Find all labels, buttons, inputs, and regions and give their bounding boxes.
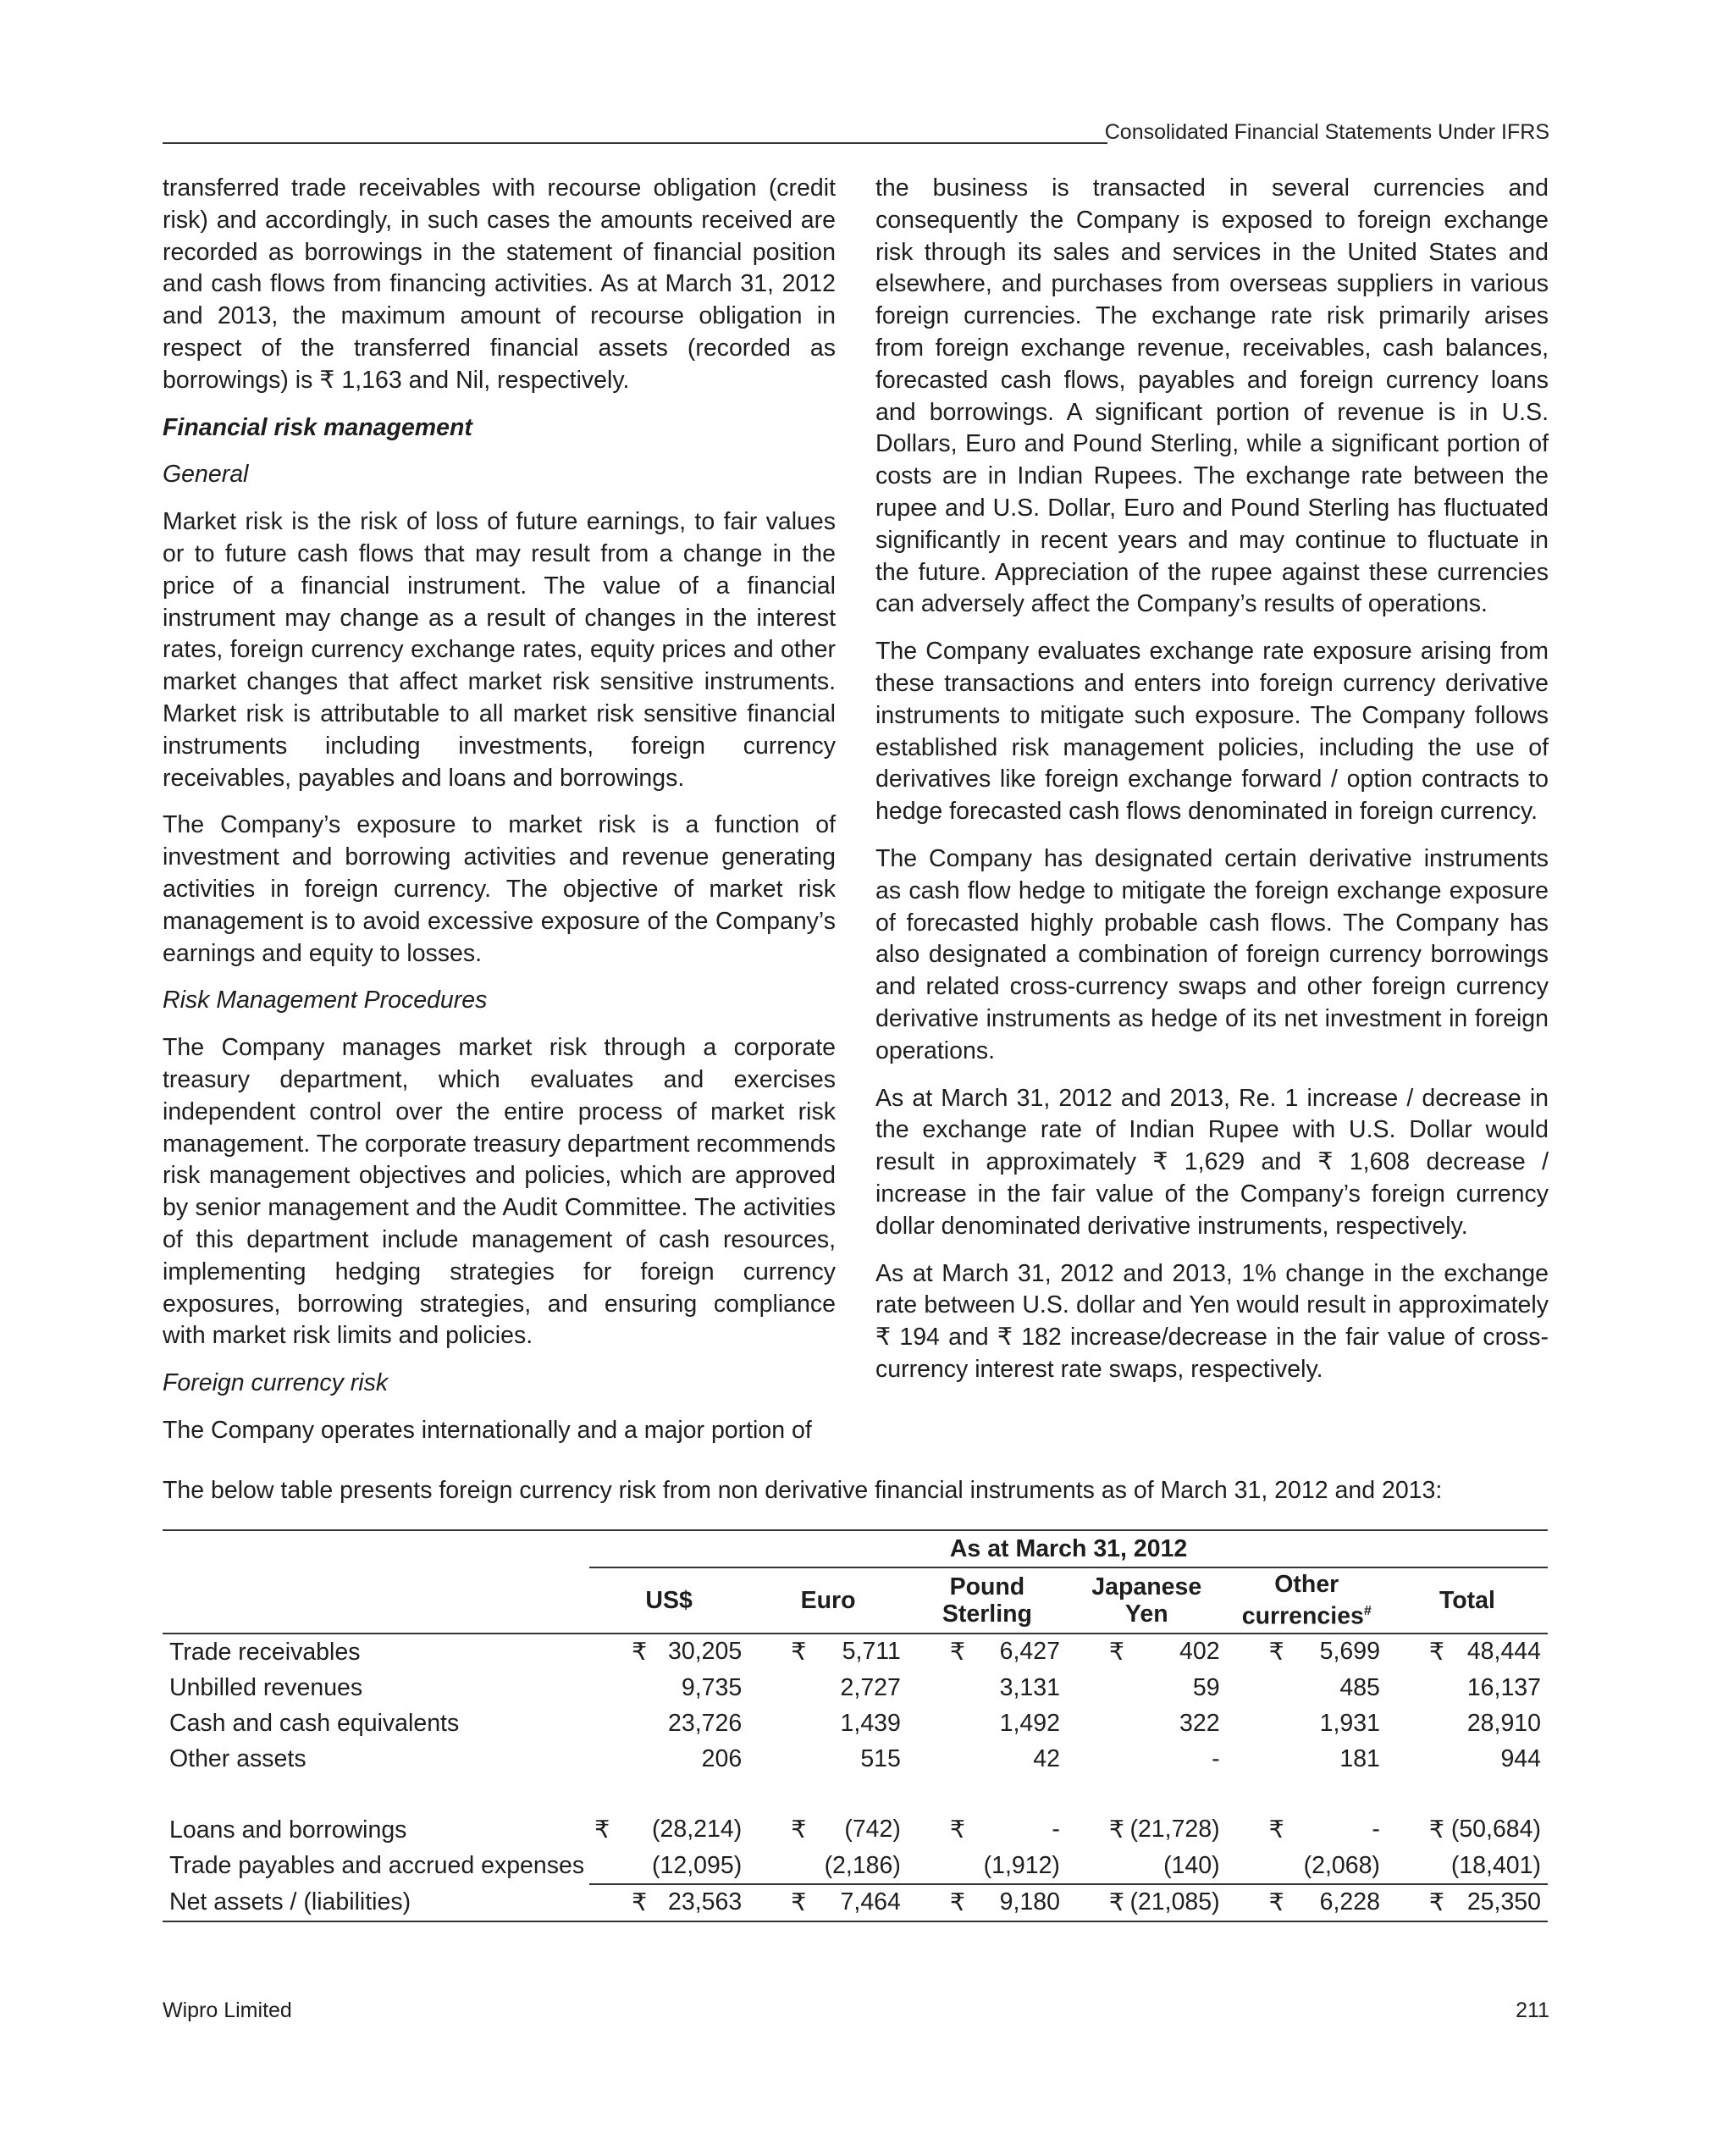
paragraph: the business is transacted in several currencies and consequently the Company is exposed to foreign exchange risk through its sales and services in the United States and elsewhere, and purchases from overseas suppliers in various foreign currencies. The exchange rate risk primarily arises from foreign exchange revenue, receivables, cash balances, forecasted cash flows, payables and foreign currency loans and borrowings. A significant portion of revenue is in U.S. Dollars, Euro and Pound Sterling, while a significant portion of costs are in Indian Rupees. The exchange rate between the rupee and U.S. Dollar, Euro and Pound Sterling has fluctuated significantly in recent years and may continue to fluctuate in the future. Appreciation of the rupee against these currencies can adversely affect the Company’s results of operations. [875,174,1549,618]
col-header-euro: Euro [748,1567,908,1634]
paragraph: The Company operates internationally and a major portion of [163,1416,812,1444]
paragraph: The Company has designated certain derivative instruments as cash flow hedge to mitigate the foreign exchange exposure of forecasted highly probable cash flows. The Company has also designated a combination of foreign currency borrowings and related cross-currency swaps and other foreign currency derivative instruments as hedge of its net investment in foreign operations. [875,844,1549,1064]
subsection-heading: General [163,461,249,489]
table-caption: The below table presents foreign currency risk from non derivative financial instruments as of March 31, 2012 and 2013: [163,1477,1443,1504]
col-header-yen: Japanese Yen [1067,1567,1227,1634]
running-header: Consolidated Financial Statements Under IFRS [1104,120,1549,144]
table-row: Loans and borrowings ₹ (28,214) ₹ (742) ₹ - ₹ (21,728) ₹ - ₹ (50,684) [169,1816,1541,1844]
spacer-row [163,1777,1548,1812]
col-header-usd: US$ [589,1567,748,1634]
col-header-other: Other currencies# [1227,1567,1387,1634]
table-row: Unbilled revenues 9,735 2,727 3,131 59 485 16,137 [169,1673,1541,1701]
left-column [163,173,836,1462]
period-header: As at March 31, 2012 [589,1531,1548,1567]
foreign-currency-risk-table [163,1529,1548,1922]
paragraph: transferred trade receivables with recourse obligation (credit risk) and accordingly, in such cases the amounts received are recorded as borrowings in the statement of financial position and cash flows from financing activities. As at March 31, 2012 and 2013, the maximum amount of recourse obligation in respect of the transferred financial assets (recorded as borrowings) is ₹ 1,163 and Nil, respectively. [163,174,836,394]
table-row: Other assets 206 515 42 - 181 944 [169,1744,1541,1772]
page-number: 211 [1516,1998,1549,2022]
col-header-total: Total [1387,1567,1548,1634]
paragraph: The Company manages market risk through a corporate treasury department, which evaluates and exercises independent control over the entire process of market risk management. The corporate treasury department recommends risk management objectives and policies, which are approved by senior management and the Audit Committee. The activities of this department include management of cash resources, implementing hedging strategies for foreign currency exposures, borrowing strategies, and ensuring compliance with market risk limits and policies. [163,1034,836,1350]
table-row: Trade payables and accrued expenses (12,095) (2,186) (1,912) (140) (2,068) (18,401) [163,1848,1548,1884]
section-heading: Financial risk management [163,413,472,441]
total-row: Net assets / (liabilities) ₹ 23,563 ₹ 7,464 ₹ 9,180 ₹ (21,085) ₹ 6,228 ₹ 25,350 [163,1884,1548,1921]
subsection-heading: Foreign currency risk [163,1369,389,1397]
table-row: Trade receivables ₹ 30,205 ₹ 5,711 ₹ 6,427 ₹ 402 ₹ 5,699 ₹ 48,444 [169,1638,1541,1666]
paragraph: As at March 31, 2012 and 2013, 1% change in the exchange rate between U.S. dollar and Yen would result in approximately ₹ 194 and ₹ 182 increase/decrease in the fair value of cross-currency interest rate swaps, respectively. [875,1259,1549,1383]
right-column [875,173,1549,1401]
paragraph: The Company evaluates exchange rate exposure arising from these transactions and enters into foreign currency derivative instruments to mitigate such exposure. The Company follows established risk management policies, including the use of derivatives like foreign exchange forward / option contracts to hedge forecasted cash flows denominated in foreign currency. [875,638,1549,826]
paragraph: The Company’s exposure to market risk is a function of investment and borrowing activities and revenue generating activities in foreign currency. The objective of market risk management is to avoid excessive exposure of the Company’s earnings and equity to losses. [163,811,836,967]
footer-company: Wipro Limited [163,1998,292,2022]
col-header-pound: Pound Sterling [908,1567,1067,1634]
table-row: Cash and cash equivalents 23,726 1,439 1,492 322 1,931 28,910 [169,1709,1541,1737]
header-rule [163,142,1107,144]
paragraph: Market risk is the risk of loss of future earnings, to fair values or to future cash flows that may result from a change in the price of a financial instrument. The value of a financial instrument may change as a result of changes in the interest rates, foreign currency exchange rates, equity prices and other market changes that affect market risk sensitive instruments. Market risk is attributable to all market risk sensitive financial instruments including investments, foreign currency receivables, payables and loans and borrowings. [163,508,836,792]
paragraph: As at March 31, 2012 and 2013, Re. 1 increase / decrease in the exchange rate of Indian Rupee with U.S. Dollar would result in approximately ₹ 1,629 and ₹ 1,608 decrease / increase in the fair value of the Company’s foreign currency dollar denominated derivative instruments, respectively. [875,1084,1549,1240]
subsection-heading: Risk Management Procedures [163,987,488,1014]
